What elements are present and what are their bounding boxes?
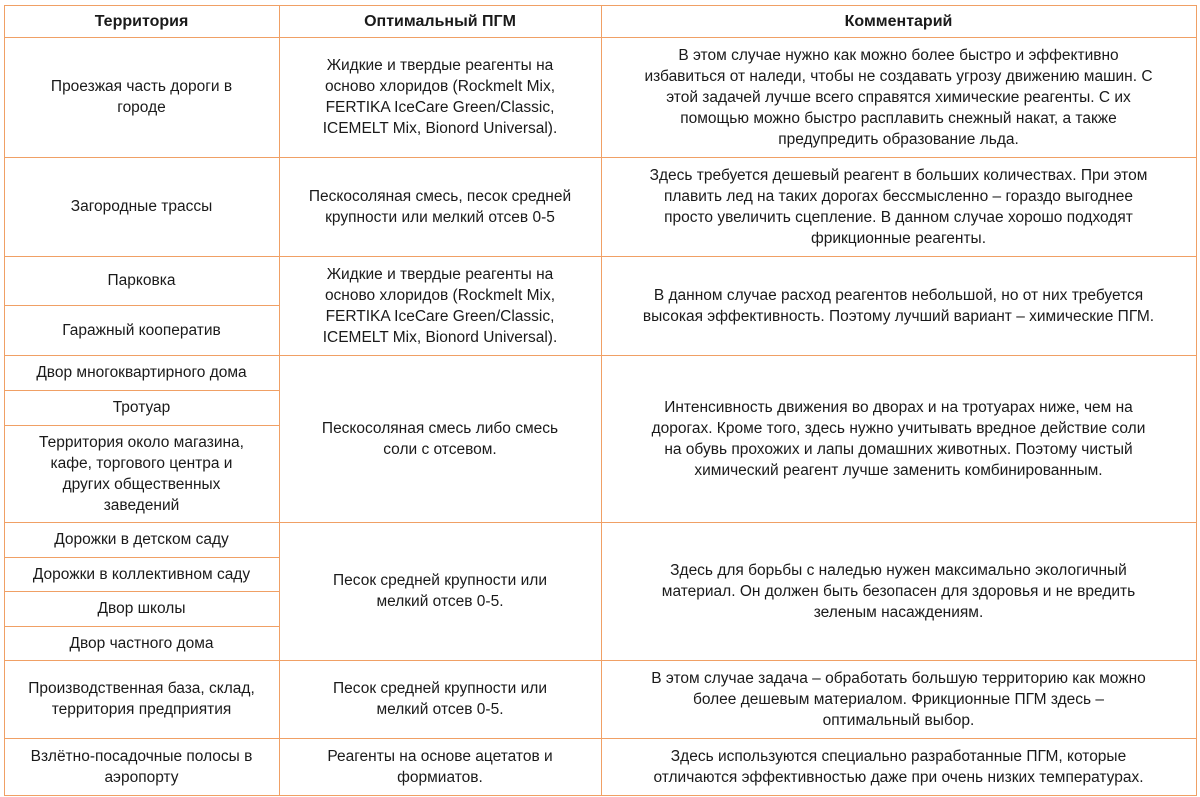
table-rule — [279, 5, 280, 796]
comment-cell: В этом случае задача – обработать большую территорию как можно более дешевым материалом. Фрикционные ПГМ здесь – оптимальный выбор. — [651, 669, 1146, 729]
table-rule — [4, 5, 5, 796]
table-rule — [4, 390, 280, 391]
pgm-cell: Песок средней крупности или мелкий отсев 0-5. — [333, 572, 547, 610]
territory-cell: Проезжая часть дороги в городе — [50, 78, 233, 116]
pgm-cell: Жидкие и твердые реагенты на осново хлоридов (Rockmelt Mix, FERTIKA IceCare Green/Classic, ICEMELT Mix, Bionord Universal). — [322, 265, 558, 346]
comment-cell: Интенсивность движения во дворах и на тротуарах ниже, чем на дорогах. Кроме того, здесь нужно учитывать вредное действие соли на обувь прохожих и лапы домашних животных. Поэтому чистый химический реагент лучше заменить комбинированным. — [651, 398, 1146, 479]
territory-cell: Взлётно-посадочные полосы в аэропорту — [30, 747, 253, 786]
comment-cell: В этом случае нужно как можно более быстро и эффективно избавиться от наледи, чтобы не создавать угрозу движению машин. С этой задачей лучше всего справятся химические реагенты. С их помощью можно быстро расплавить снежный накат, а также предупредить образование льда. — [644, 46, 1153, 148]
territory-cell: Загородные трассы — [70, 198, 213, 215]
pgm-cell: Жидкие и твердые реагенты на осново хлоридов (Rockmelt Mix, FERTIKA IceCare Green/Classic, ICEMELT Mix, Bionord Universal). — [322, 57, 558, 137]
territory-cell: Гаражный кооператив — [62, 321, 221, 339]
territory-cell: Двор школы — [97, 600, 186, 617]
comment-cell: Здесь требуется дешевый реагент в больших количествах. При этом плавить лед на таких дорогах бессмысленно – гораздо выгоднее просто увеличить сцепление. В данном случае хорошо подходят фрикционные реагенты. — [649, 166, 1148, 247]
pgm-cell: Пескосоляная смесь либо смесь соли с отсевом. — [321, 419, 559, 458]
table-rule — [601, 5, 602, 796]
table-rule — [1196, 5, 1197, 796]
header-territory: Территория — [94, 12, 189, 30]
territory-cell: Территория около магазина, кафе, торгового центра и других общественных заведений — [39, 433, 244, 514]
territory-cell: Дорожки в детском саду — [54, 531, 229, 548]
territory-cell: Дорожки в коллективном саду — [32, 565, 251, 583]
territory-cell: Двор частного дома — [69, 634, 214, 652]
territory-cell: Производственная база, склад, территория предприятия — [28, 680, 255, 718]
header-optimal-pgm: Оптимальный ПГМ — [364, 12, 516, 30]
table-rule — [4, 425, 280, 426]
table-rule — [4, 305, 280, 306]
comment-cell: Здесь используются специально разработанные ПГМ, которые отличаются эффективностью даже при очень низких температурах. — [653, 747, 1144, 786]
pgm-cell: Реагенты на основе ацетатов и формиатов. — [327, 747, 553, 786]
table-rule — [4, 626, 280, 627]
territory-cell: Двор многоквартирного дома — [36, 364, 247, 381]
pgm-cell: Пескосоляная смесь, песок средней крупности или мелкий отсев 0-5 — [308, 187, 572, 226]
table-rule — [4, 557, 280, 558]
comment-cell: В данном случае расход реагентов небольшой, но от них требуется высокая эффективность. Поэтому лучший вариант – химические ПГМ. — [642, 286, 1155, 325]
territory-cell: Тротуар — [112, 399, 171, 416]
header-comment: Комментарий — [844, 12, 953, 30]
table-rule — [4, 591, 280, 592]
territory-cell: Парковка — [107, 272, 176, 289]
comment-cell: Здесь для борьбы с наледью нужен максимально экологичный материал. Он должен быть безопасен для здоровья и не вредить зеленым насаждениям. — [661, 561, 1136, 621]
pgm-cell: Песок средней крупности или мелкий отсев 0-5. — [333, 680, 547, 718]
